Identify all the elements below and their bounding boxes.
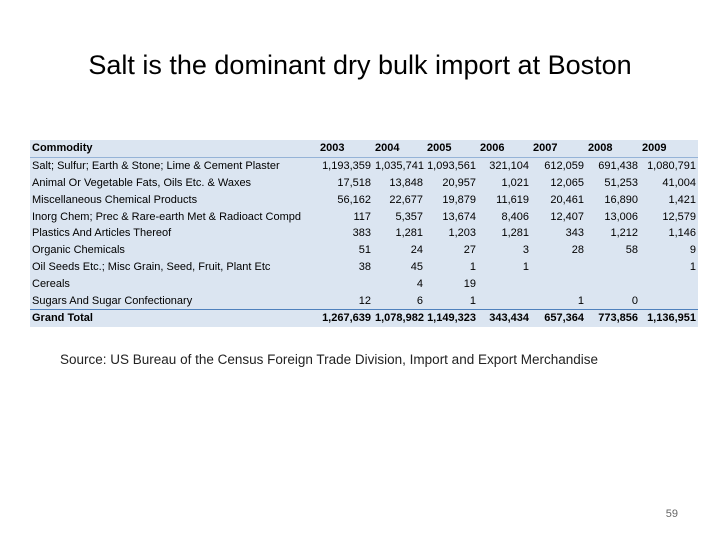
commodity-cell: Cereals bbox=[32, 277, 70, 290]
value-cell: 16,890 bbox=[604, 193, 638, 206]
value-cell bbox=[640, 292, 698, 309]
commodity-cell: Plastics And Articles Thereof bbox=[32, 227, 172, 240]
table-row bbox=[30, 191, 698, 208]
grand-total-value: 1,149,323 bbox=[427, 312, 476, 325]
header-year: 2003 bbox=[320, 142, 345, 155]
value-cell: 1 bbox=[577, 294, 584, 307]
value-cell: 1,093,561 bbox=[427, 160, 476, 173]
value-cell: 1,146 bbox=[668, 227, 696, 240]
grand-total-row bbox=[30, 309, 698, 326]
commodity-table-container bbox=[30, 140, 698, 327]
value-cell bbox=[478, 292, 531, 309]
value-cell bbox=[531, 259, 586, 276]
value-cell: 5,357 bbox=[395, 210, 423, 223]
value-cell: 45 bbox=[410, 260, 423, 273]
value-cell: 19,879 bbox=[442, 193, 476, 206]
table-row bbox=[30, 175, 698, 192]
value-cell: 13,848 bbox=[389, 176, 423, 189]
value-cell: 58 bbox=[625, 244, 638, 257]
grand-total-value: 1,078,982 bbox=[375, 312, 424, 325]
commodity-cell: Organic Chemicals bbox=[32, 244, 125, 257]
value-cell: 51,253 bbox=[604, 176, 638, 189]
commodity-cell: Inorg Chem; Prec & Rare-earth Met & Radioact Compd bbox=[32, 210, 302, 223]
table-row bbox=[30, 208, 698, 225]
commodity-cell: Salt; Sulfur; Earth & Stone; Lime & Cement Plaster bbox=[32, 160, 280, 173]
value-cell bbox=[478, 275, 531, 292]
value-cell: 691,438 bbox=[598, 160, 638, 173]
value-cell: 17,518 bbox=[337, 176, 371, 189]
value-cell: 383 bbox=[352, 227, 371, 240]
value-cell: 13,674 bbox=[442, 210, 476, 223]
value-cell: 1,421 bbox=[668, 193, 696, 206]
grand-total-value: 773,856 bbox=[598, 312, 638, 325]
value-cell: 612,059 bbox=[544, 160, 584, 173]
value-cell: 1,080,791 bbox=[647, 160, 696, 173]
value-cell bbox=[586, 259, 640, 276]
commodity-cell: Animal Or Vegetable Fats, Oils Etc. & Waxes bbox=[32, 176, 252, 189]
header-year: 2008 bbox=[588, 142, 613, 155]
value-cell: 1 bbox=[469, 294, 476, 307]
value-cell: 1,021 bbox=[501, 176, 529, 189]
value-cell: 22,677 bbox=[389, 193, 423, 206]
value-cell: 12 bbox=[358, 294, 371, 307]
source-note: Source: US Bureau of the Census Foreign Trade Division, Import and Export Merchandise bbox=[60, 352, 599, 367]
value-cell: 12,579 bbox=[662, 210, 696, 223]
value-cell: 1 bbox=[522, 260, 529, 273]
grand-total-label: Grand Total bbox=[32, 312, 93, 325]
value-cell: 19 bbox=[463, 277, 476, 290]
value-cell: 20,461 bbox=[550, 193, 584, 206]
value-cell: 4 bbox=[416, 277, 423, 290]
value-cell: 28 bbox=[571, 244, 584, 257]
table-row bbox=[30, 259, 698, 276]
commodity-table bbox=[30, 140, 698, 327]
value-cell: 1,193,359 bbox=[322, 160, 371, 173]
value-cell bbox=[318, 275, 373, 292]
table-row bbox=[30, 157, 698, 174]
value-cell: 0 bbox=[631, 294, 638, 307]
header-year: 2005 bbox=[427, 142, 452, 155]
header-commodity: Commodity bbox=[32, 142, 93, 155]
commodity-cell: Miscellaneous Chemical Products bbox=[32, 193, 198, 206]
header-year: 2004 bbox=[375, 142, 400, 155]
value-cell: 12,407 bbox=[550, 210, 584, 223]
value-cell: 8,406 bbox=[501, 210, 529, 223]
value-cell: 11,619 bbox=[496, 193, 529, 206]
value-cell: 51 bbox=[358, 244, 371, 257]
value-cell bbox=[531, 275, 586, 292]
header-year: 2009 bbox=[642, 142, 667, 155]
grand-total-value: 343,434 bbox=[489, 312, 529, 325]
value-cell bbox=[640, 275, 698, 292]
value-cell bbox=[586, 275, 640, 292]
value-cell: 20,957 bbox=[442, 176, 476, 189]
value-cell: 1 bbox=[469, 260, 476, 273]
commodity-cell: Sugars And Sugar Confectionary bbox=[32, 294, 193, 307]
value-cell: 3 bbox=[522, 244, 529, 257]
value-cell: 13,006 bbox=[604, 210, 638, 223]
value-cell: 56,162 bbox=[337, 193, 371, 206]
value-cell: 38 bbox=[358, 260, 371, 273]
value-cell: 1,203 bbox=[448, 227, 476, 240]
table-row bbox=[30, 242, 698, 259]
value-cell: 9 bbox=[689, 244, 696, 257]
grand-total-value: 1,267,639 bbox=[322, 312, 371, 325]
grand-total-value: 657,364 bbox=[544, 312, 584, 325]
value-cell: 321,104 bbox=[489, 160, 529, 173]
page-number: 59 bbox=[665, 508, 678, 520]
commodity-cell: Oil Seeds Etc.; Misc Grain, Seed, Fruit, Plant Etc bbox=[32, 260, 271, 273]
value-cell: 1 bbox=[689, 260, 696, 273]
table-row bbox=[30, 292, 698, 309]
value-cell: 117 bbox=[353, 210, 371, 223]
value-cell: 343 bbox=[565, 227, 584, 240]
grand-total-value: 1,136,951 bbox=[647, 312, 696, 325]
value-cell: 27 bbox=[463, 244, 476, 257]
value-cell: 12,065 bbox=[550, 176, 584, 189]
table-row bbox=[30, 225, 698, 242]
value-cell: 1,212 bbox=[610, 227, 638, 240]
value-cell: 1,281 bbox=[501, 227, 529, 240]
value-cell: 24 bbox=[410, 244, 423, 257]
slide-title: Salt is the dominant dry bulk import at Boston bbox=[88, 50, 632, 80]
table-row bbox=[30, 275, 698, 292]
value-cell: 1,281 bbox=[395, 227, 423, 240]
table-header-row bbox=[30, 140, 698, 157]
value-cell: 6 bbox=[416, 294, 423, 307]
value-cell: 1,035,741 bbox=[375, 160, 424, 173]
header-year: 2006 bbox=[480, 142, 505, 155]
value-cell: 41,004 bbox=[662, 176, 696, 189]
header-year: 2007 bbox=[533, 142, 558, 155]
